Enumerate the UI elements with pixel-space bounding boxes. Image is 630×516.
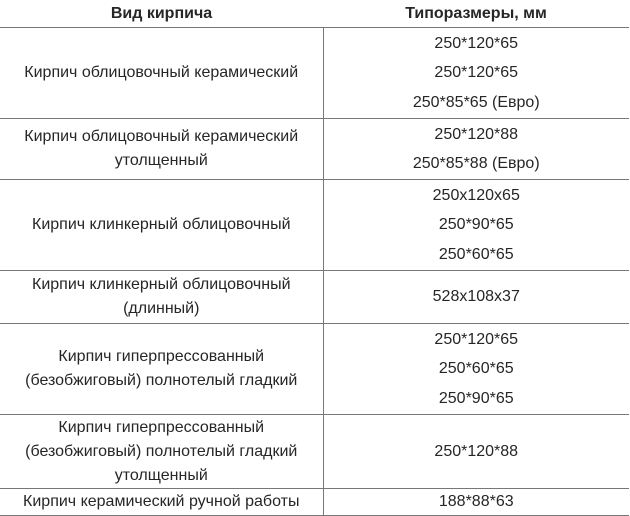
table-row: [0, 28, 629, 119]
sizes-cell: [323, 489, 629, 516]
brick-type-cell: [0, 324, 323, 415]
size-value: 250*120*88: [434, 125, 519, 143]
size-value: 188*88*63: [438, 493, 514, 510]
header-row: [0, 0, 629, 28]
brick-type-line: (длинный): [123, 300, 200, 317]
size-value: 250*120*65: [434, 64, 519, 82]
table-row: [0, 415, 629, 489]
size-value: 250*120*65: [434, 34, 519, 52]
table-row: [0, 489, 629, 516]
table-row: [0, 119, 629, 180]
brick-type-cell: [0, 415, 323, 489]
brick-type-cell: [0, 119, 323, 180]
size-value: 250*85*65 (Евро): [412, 93, 540, 111]
table-row: [0, 180, 629, 271]
header-brick-type: Вид кирпича: [0, 0, 323, 28]
sizes-cell: [323, 28, 629, 119]
size-value: 250*120*88: [434, 442, 519, 460]
sizes-cell: [323, 119, 629, 180]
size-value: 250*85*88 (Евро): [412, 155, 540, 172]
brick-type-cell: [0, 489, 323, 516]
sizes-cell: [323, 180, 629, 271]
brick-type-cell: [0, 28, 323, 119]
sizes-cell: [323, 324, 629, 415]
size-value: 250*120*65: [434, 330, 519, 348]
size-value: 250*60*65: [438, 245, 514, 263]
brick-type-line: Кирпич гиперпрессованный: [58, 418, 265, 436]
brick-type-line: Кирпич облицовочный керамический: [24, 128, 299, 145]
table-row: [0, 271, 629, 324]
brick-type-line: (безобжиговый) полнотелый гладкий: [25, 372, 298, 389]
brick-type-line: Кирпич клинкерный облицовочный: [32, 216, 291, 233]
sizes-cell: [323, 415, 629, 489]
size-value: 250x120x65: [432, 186, 520, 204]
size-value: 250*90*65: [438, 216, 514, 234]
size-value: 250*90*65: [438, 389, 514, 407]
brick-type-line: Кирпич керамический ручной работы: [23, 493, 300, 510]
brick-type-line: утолщенный: [114, 152, 208, 169]
table-row: [0, 324, 629, 415]
brick-type-line: (безобжиговый) полнотелый гладкий: [25, 442, 298, 460]
brick-type-line: утолщенный: [114, 466, 208, 484]
brick-type-line: Кирпич облицовочный керамический: [24, 64, 299, 81]
size-value: 528x108x37: [432, 288, 520, 305]
size-value: 250*60*65: [438, 360, 514, 378]
brick-type-cell: [0, 180, 323, 271]
brick-type-line: Кирпич гиперпрессованный: [58, 348, 265, 365]
header-sizes: Типоразмеры, мм: [323, 0, 629, 28]
brick-type-cell: [0, 271, 323, 324]
brick-type-line: Кирпич клинкерный облицовочный: [32, 276, 291, 293]
sizes-cell: [323, 271, 629, 324]
